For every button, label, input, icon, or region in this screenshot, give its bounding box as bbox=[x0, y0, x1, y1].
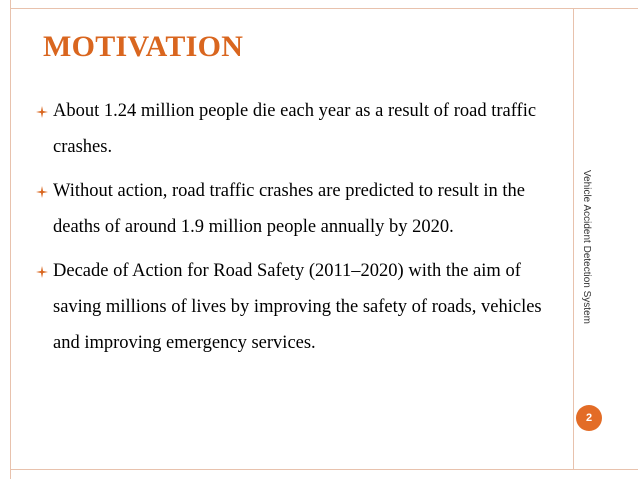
slide-title: MOTIVATION bbox=[43, 30, 244, 63]
diamond-bullet-icon bbox=[36, 186, 48, 198]
page-number-badge: 2 bbox=[576, 405, 602, 431]
frame-top-line bbox=[10, 8, 638, 9]
bullet-item bbox=[36, 93, 561, 165]
side-divider-line bbox=[573, 8, 574, 470]
diamond-bullet-icon bbox=[36, 106, 48, 118]
bullet-text: Decade of Action for Road Safety (2011–2020) with the aim of saving millions of lives by improving the safety of roads, vehicles and improving emergency services. bbox=[53, 261, 542, 353]
bullet-item bbox=[36, 173, 561, 245]
side-label-text: Vehicle Accident Detection System bbox=[581, 170, 592, 324]
bullet-list bbox=[36, 93, 561, 369]
bullet-text: Without action, road traffic crashes are predicted to result in the deaths of around 1.9 million people annually by 2020. bbox=[53, 181, 526, 237]
bullet-text: About 1.24 million people die each year as a result of road traffic crashes. bbox=[53, 101, 537, 157]
frame-bottom-line bbox=[10, 469, 638, 470]
frame-left-line bbox=[10, 0, 11, 479]
bullet-item bbox=[36, 253, 561, 361]
diamond-bullet-icon bbox=[36, 266, 48, 278]
